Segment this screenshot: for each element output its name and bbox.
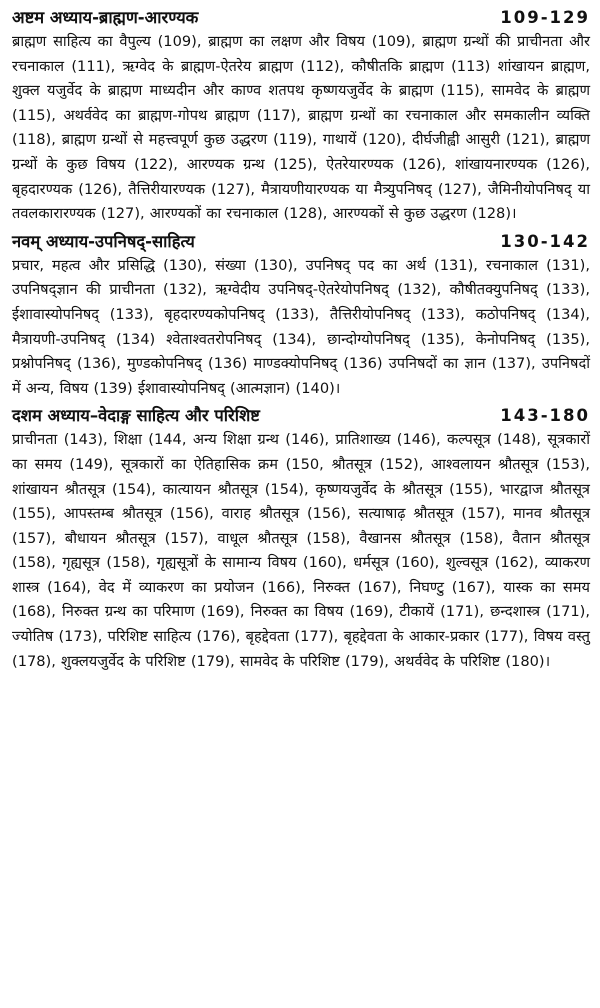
chapter-9: [12, 230, 590, 402]
chapter-title: नवम् अध्याय-उपनिषद्-साहित्य: [12, 231, 195, 251]
chapter-page-range: 143-180: [500, 406, 590, 426]
chapter-8: [12, 6, 590, 227]
chapter-heading: [12, 6, 590, 30]
chapter-10: [12, 404, 590, 674]
chapter-contents: प्राचीनता (143), शिक्षा (144, अन्य शिक्षा ग्रन्थ (146), प्रातिशाख्य (146), कल्पसूत्र (148), सूत्रकारों का समय (149), सूत्रकारों का ऐतिहासिक क्रम (150, श्रौतसूत्र (152), आश्वलायन श्रौतसूत्र (153), शांखायन श्रौतसूत्र (154), कात्यायन श्रौतसूत्र (154), कृष्णयजुर्वेद के श्रौतसूत्र (155), भारद्वाज श्रौतसूत्र (155), आपस्तम्ब श्रौतसूत्र (156), वाराह श्रौतसूत्र (156), सत्याषाढ़ श्रौतसूत्र (157), मानव श्रौतसूत्र (157), बौधायन श्रौतसूत्र (157), वाधूल श्रौतसूत्र (158), वैखानस श्रौतसूत्र (158), वैतान श्रौतसूत्र (158), गृह्यसूत्र (158), गृह्यसूत्रों के सामान्य विषय (160), धर्मसूत्र (160), शुल्वसूत्र (162), व्याकरण शास्त्र (164), वेद में व्याकरण का प्रयोजन (166), निरुक्त (167), निघण्टु (167), यास्क का समय (168), निरुक्त ग्रन्थ का परिमाण (169), निरुक्त का विषय (169), टीकायें (171), छन्दशास्त्र (171), ज्योतिष (173), परिशिष्ट साहित्य (176), बृहद्देवता (177), बृहद्देवता के आकार-प्रकार (177), विषय वस्तु (178), शुक्लयजुर्वेद के परिशिष्ट (179), सामवेद के परिशिष्ट (179), अथर्ववेद के परिशिष्ट (180)।: [12, 431, 590, 670]
chapter-heading: [12, 404, 590, 428]
chapter-heading: [12, 230, 590, 254]
chapter-title: अष्टम अध्याय-ब्राह्मण-आरण्यक: [12, 8, 199, 27]
chapter-contents: प्रचार, महत्व और प्रसिद्धि (130), संख्या (130), उपनिषद् पद का अर्थ (131), रचनाकाल (131), उपनिषद्ज्ञान की प्राचीनता (132), ऋग्वेदीय उपनिषद्-ऐतरेयोपनिषद् (132), कौषीतक्युपनिषद् (133), ईशावास्योपनिषद् (133), बृहदारण्यकोपनिषद् (133), तैत्तिरीयोपनिषद् (133), कठोपनिषद् (134), मैत्रायणी-उपनिषद् (134) श्वेताश्वतरोपनिषद् (134), छान्दोग्योपनिषद् (135), केनोपनिषद् (135), प्रश्नोपनिषद् (136), मुण्डकोपनिषद् (136) माण्डक्योपनिषद् (136) उपनिषदों का ज्ञान (137), उपनिषदों में अन्य, विषय (139) ईशावास्योपनिषद् (आत्मज्ञान) (140)।: [12, 256, 591, 397]
chapter-title: दशम अध्याय–वेदाङ्ग साहित्य और परिशिष्ट: [12, 406, 260, 426]
chapter-contents: ब्राह्मण साहित्य का वैपुल्य (109), ब्राह्मण का लक्षण और विषय (109), ब्राह्मण ग्रन्थों की प्राचीनता और रचनाकाल (111), ऋग्वेद के ब्राह्मण-ऐतरेय ब्राह्मण (112), कौषीतकि ब्राह्मण (113) शांखायन ब्राह्मण, शुक्ल यजुर्वेद के ब्राह्मण माध्यदीन और काण्व शतपथ कृष्णयजुर्वेद के ब्राह्मण (115), सामवेद के ब्राह्मण (115), अथर्ववेद का ब्राह्मण-गोपथ ब्राह्मण (117), ब्राह्मण ग्रन्थों का रचनाकाल और समकालीन व्यक्ति (118), ब्राह्मण ग्रन्थों से महत्त्वपूर्ण कुछ उद्धरण (119), गाथायें (120), दीर्घजीह्वी आसुरी (121), ब्राह्मण ग्रन्थों के कुछ विषय (122), आरण्यक ग्रन्थ (125), ऐतरेयारण्यक (126), शांखायनारण्यक (126), बृहदारण्यक (126), तैत्तिरीयारण्यक (127), मैत्रायणीयारण्यक या मैत्र्युपनिषद् (127), जैमिनीयोपनिषद् या तवलकारारण्यक (127), आरण्यकों का रचनाकाल (128), आरण्यकों से कुछ उद्धरण (128)।: [12, 33, 590, 223]
chapter-page-range: 109-129: [500, 8, 590, 27]
chapter-page-range: 130-142: [500, 231, 590, 251]
